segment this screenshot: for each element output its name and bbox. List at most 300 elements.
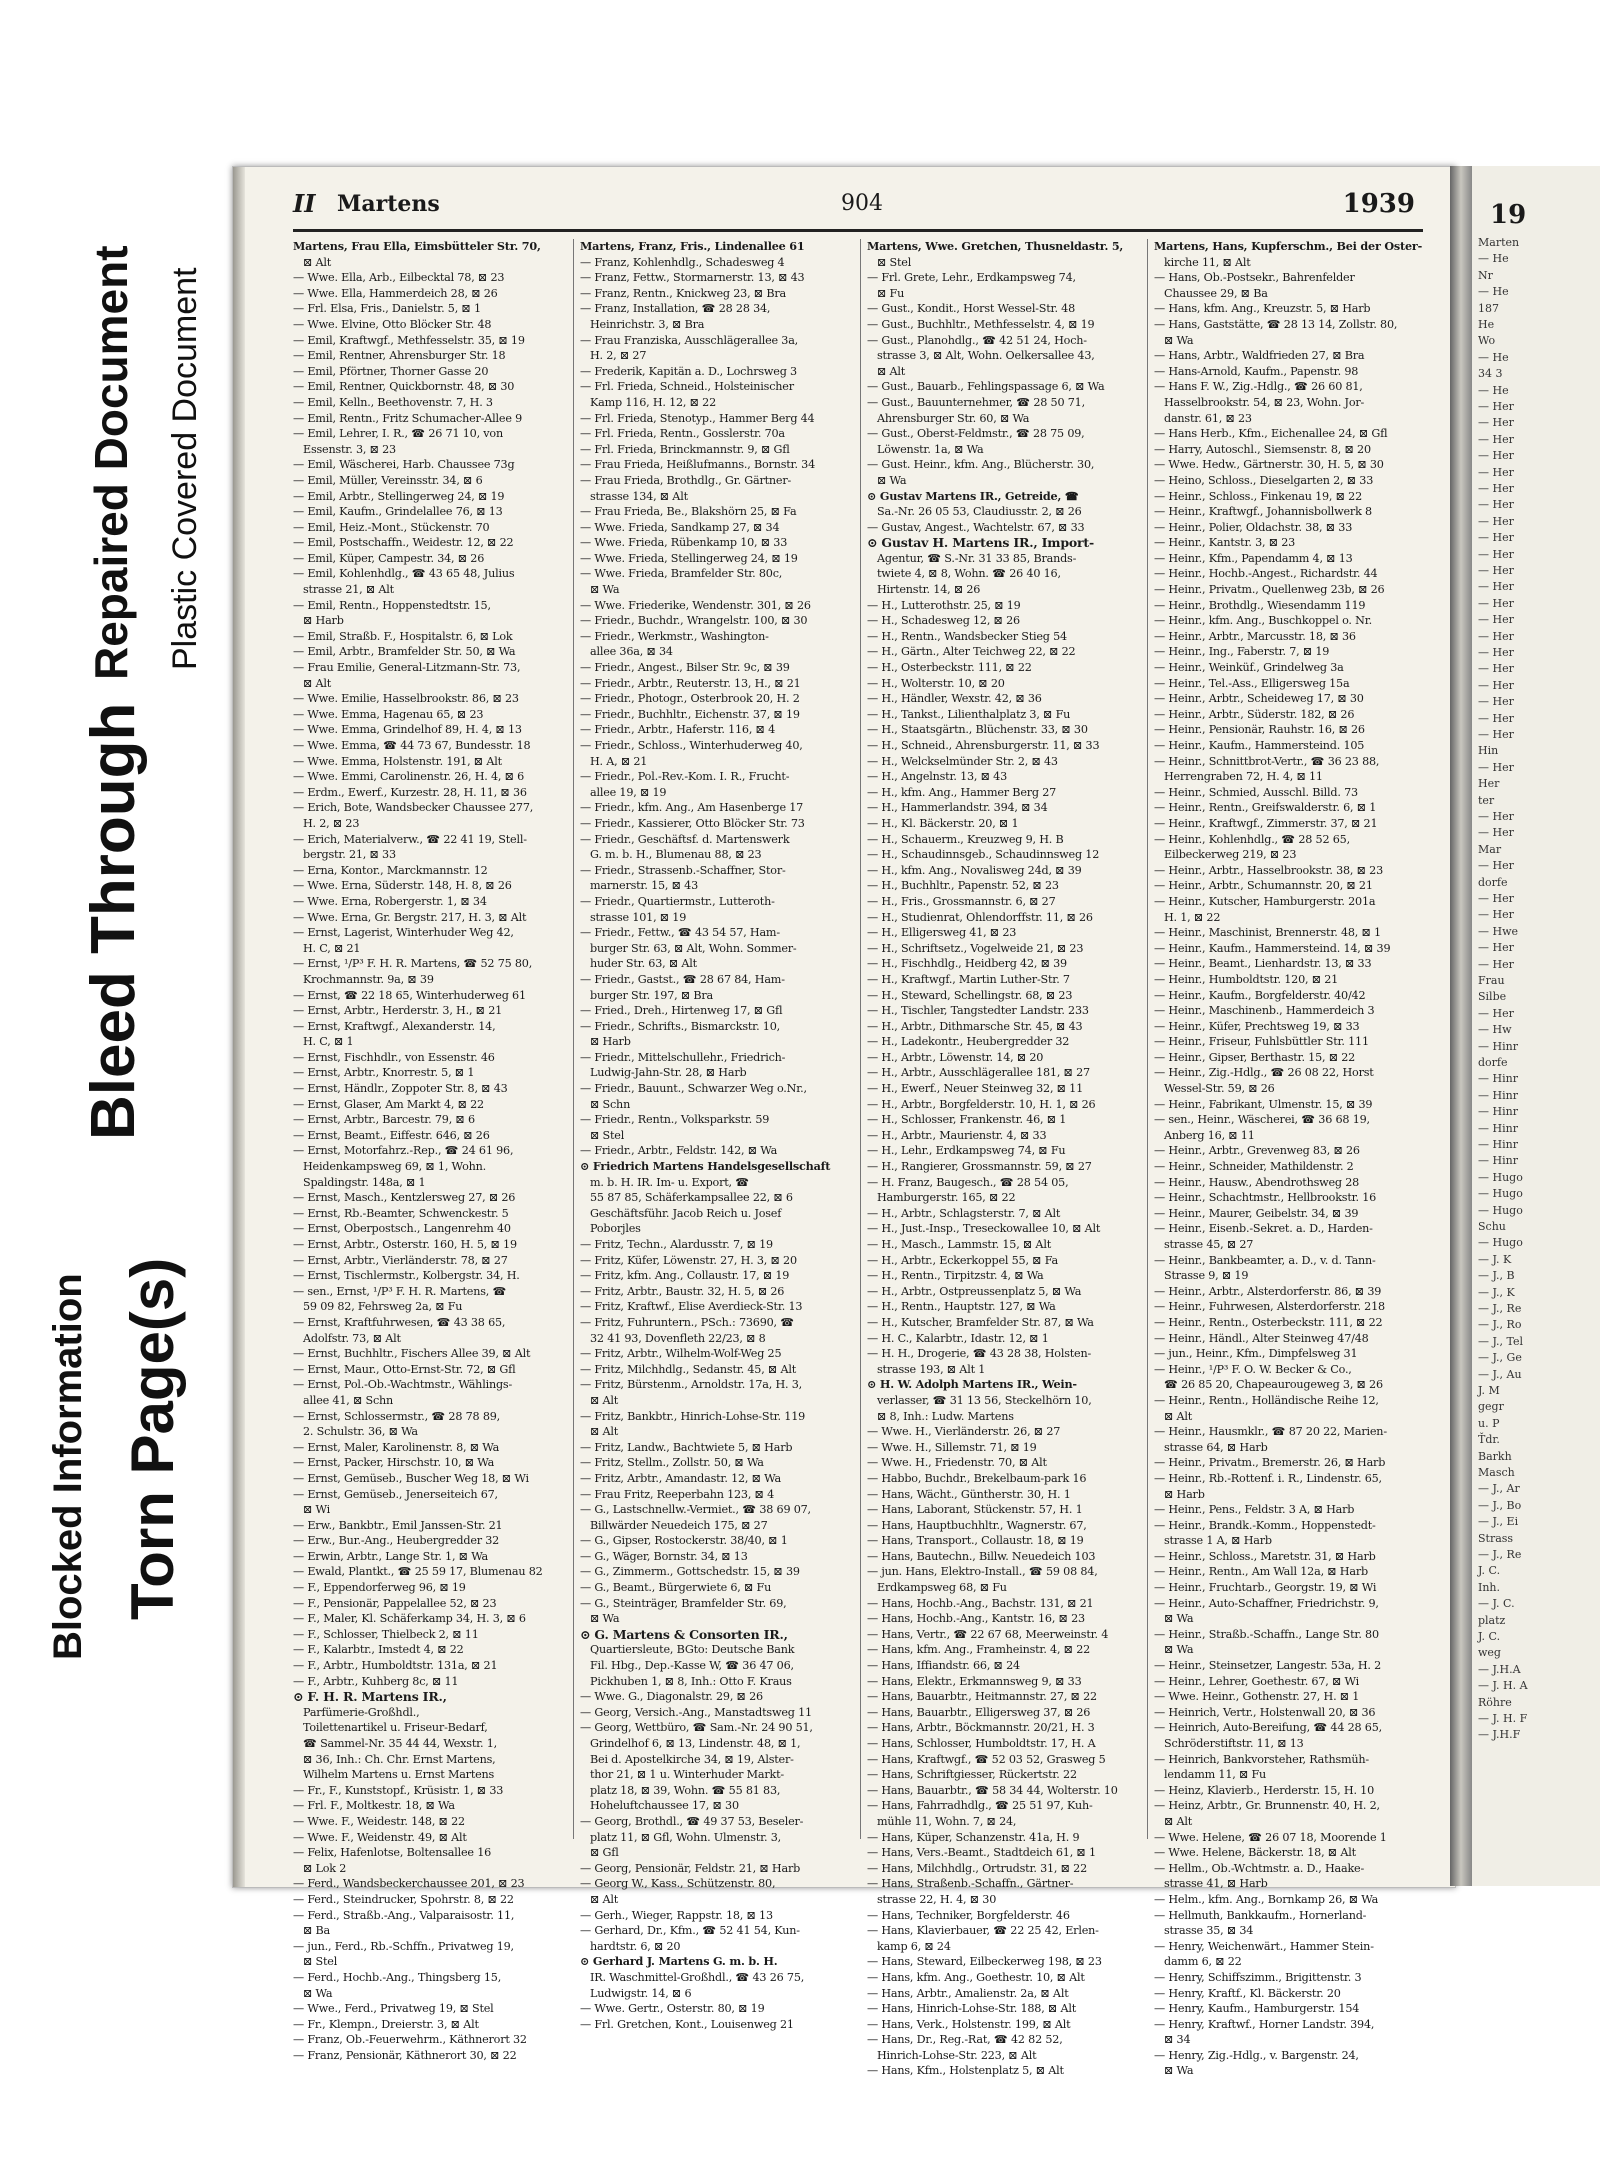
directory-entry: — Erich, Bote, Wandsbecker Chaussee 277, bbox=[293, 801, 534, 815]
directory-entry: — Heinr., Arbtr., Alsterdorferstr. 86, ⊠ 39 bbox=[1154, 1284, 1382, 1298]
directory-entry: strasse 193, ⊠ Alt 1 bbox=[877, 1362, 986, 1376]
directory-entry: — Heinr., Pensionär, Rauhstr. 16, ⊠ 26 bbox=[1154, 723, 1365, 737]
directory-entry: — Friedr., Arbtr., Haferstr. 116, ⊠ 4 bbox=[580, 723, 775, 737]
directory-entry: H. 2, ⊠ 23 bbox=[303, 816, 360, 830]
directory-entry: Fil. Hbg., Dep.-Kasse W, ☎ 36 47 06, bbox=[590, 1659, 794, 1673]
directory-entry: — Ernst, Arbtr., Knorrestr. 5, ⊠ 1 bbox=[293, 1066, 475, 1080]
directory-entry: — Heinr., Schmied, Ausschl. Billd. 73 bbox=[1154, 785, 1358, 799]
directory-entry: — Hans, Bauarbtr., ☎ 58 34 44, Wolterstr. 10 bbox=[867, 1783, 1118, 1797]
directory-entry: — Heinr., Hausw., Abendrothsweg 28 bbox=[1154, 1175, 1360, 1189]
directory-entry: — H., Arbtr., Schlagsterstr. 7, ⊠ Alt bbox=[867, 1206, 1061, 1220]
directory-entry: — Heinr., Rentn., Osterbeckstr. 111, ⊠ 22 bbox=[1154, 1315, 1383, 1329]
directory-entry: strasse 101, ⊠ 19 bbox=[590, 910, 687, 924]
directory-entry: — Hans, kfm. Ang., Kreuzstr. 5, ⊠ Harb bbox=[1154, 302, 1371, 316]
adjacent-page-stub: — He bbox=[1478, 350, 1509, 364]
directory-entry: — Wwe. Ella, Hammerdeich 28, ⊠ 26 bbox=[293, 286, 498, 300]
directory-entry: — Heinr., Steinsetzer, Langestr. 53a, H. 2 bbox=[1154, 1659, 1382, 1673]
directory-entry: — Heinr., Hausmklr., ☎ 87 20 22, Marien- bbox=[1154, 1425, 1387, 1439]
directory-entry: — jun., Heinr., Kfm., Dimpfelsweg 31 bbox=[1154, 1347, 1358, 1361]
directory-entry: — Wwe. Emilie, Hasselbrookstr. 86, ⊠ 23 bbox=[293, 692, 519, 706]
adjacent-page-stub: — Her bbox=[1478, 482, 1514, 495]
directory-entry: — Fr., F., Kunststopf., Krüsistr. 1, ⊠ 33 bbox=[293, 1783, 504, 1797]
adjacent-page-stub: — Her bbox=[1478, 760, 1514, 774]
directory-entry: ⊠ Harb bbox=[590, 1035, 631, 1049]
directory-entry: — Wwe. Heinr., Gothenstr. 27, H. ⊠ 1 bbox=[1154, 1690, 1360, 1704]
directory-entry: — Heinr., Brandk.-Komm., Hoppenstedt- bbox=[1154, 1518, 1376, 1532]
adjacent-page-stub: — Her bbox=[1478, 892, 1514, 905]
directory-entry: — H., Tischler, Tangstedter Landstr. 233 bbox=[867, 1004, 1089, 1018]
directory-entry: Hirtenstr. 14, ⊠ 26 bbox=[877, 583, 981, 597]
directory-entry: — Emil, Kohlenhdlg., ☎ 43 65 48, Julius bbox=[293, 567, 515, 581]
directory-entry: — Emil, Rentn., Hoppenstedtstr. 15, bbox=[293, 598, 491, 612]
directory-entry: — Hellm., Ob.-Wchtmstr. a. D., Haake- bbox=[1154, 1861, 1365, 1875]
directory-entry: — Friedr., Kassierer, Otto Blöcker Str. 73 bbox=[580, 816, 805, 830]
directory-entry: — H., Fischhdlg., Heidberg 42, ⊠ 39 bbox=[867, 957, 1067, 971]
directory-entry: — F., Maler, Kl. Schäferkamp 34, H. 3, ⊠ 6 bbox=[293, 1612, 526, 1626]
directory-entry: — Fritz, Kraftwf., Elise Averdieck-Str. 13 bbox=[580, 1300, 803, 1314]
adjacent-page-stub: — J., Au bbox=[1478, 1367, 1522, 1381]
directory-entry: — Wwe. Ella, Arb., Eilbecktal 78, ⊠ 23 bbox=[293, 271, 505, 285]
directory-entry: — Wwe. Frieda, Sandkamp 27, ⊠ 34 bbox=[580, 520, 780, 534]
adjacent-page-stub: — J., Re bbox=[1478, 1548, 1522, 1561]
directory-entry: H. A, ⊠ 21 bbox=[590, 754, 648, 768]
directory-entry: — Fritz, Techn., Alardusstr. 7, ⊠ 19 bbox=[580, 1238, 773, 1251]
directory-entry: H. C, ⊠ 1 bbox=[303, 1035, 354, 1049]
directory-entry: damm 6, ⊠ 22 bbox=[1164, 1955, 1242, 1969]
directory-entry: ⊙ Friedrich Martens Handelsgesellschaft bbox=[580, 1159, 831, 1174]
directory-entry: — Frl. Frieda, Stenotyp., Hammer Berg 44 bbox=[580, 411, 815, 425]
header-year: 1939 bbox=[1342, 189, 1415, 219]
directory-entry: — Heinr., Auto-Schaffner, Friedrichstr. 9, bbox=[1154, 1596, 1379, 1610]
directory-entry: — H., Schaudinnsgeb., Schaudinnsweg 12 bbox=[867, 848, 1100, 862]
directory-entry: — Friedr., Schrifts., Bismarckstr. 10, bbox=[580, 1019, 780, 1033]
directory-entry: ⊙ H. W. Adolph Martens IR., Wein- bbox=[867, 1377, 1077, 1392]
directory-entry: — Heinr., kfm. Ang., Buschkoppel o. Nr. bbox=[1154, 614, 1372, 628]
directory-entry: — H., Schriftsetz., Vogelweide 21, ⊠ 23 bbox=[867, 941, 1084, 955]
directory-entry: — H., kfm. Ang., Hammer Berg 27 bbox=[867, 785, 1057, 799]
directory-entry: — Franz, Ob.-Feuerwehrm., Käthnerort 32 bbox=[293, 2033, 527, 2047]
adjacent-page-stub: — Her bbox=[1478, 695, 1514, 709]
adjacent-page-stub: Frau bbox=[1478, 974, 1505, 987]
directory-entry: — Henry, Kraftf., Kl. Bäckerstr. 20 bbox=[1154, 1986, 1341, 2000]
directory-entry: Schröderstiftstr. 11, ⊠ 13 bbox=[1164, 1737, 1304, 1750]
directory-entry: — H., Arbtr., Borgfelderstr. 10, H. 1, ⊠ 26 bbox=[867, 1097, 1096, 1111]
directory-entry: — H., Welckselmünder Str. 2, ⊠ 43 bbox=[867, 754, 1058, 768]
directory-entry: — Heinr., Kaufm., Hammersteind. 105 bbox=[1154, 739, 1365, 752]
directory-column-2 bbox=[580, 239, 850, 2031]
directory-entry: — Heinr., Maurer, Geibelstr. 34, ⊠ 39 bbox=[1154, 1206, 1359, 1220]
directory-entry: Parfümerie-Großhdl., bbox=[303, 1705, 420, 1719]
directory-entry: — Fritz, Arbtr., Amandastr. 12, ⊠ Wa bbox=[580, 1471, 781, 1485]
directory-entry: — Ernst, Arbtr., Herderstr. 3, H., ⊠ 21 bbox=[293, 1004, 503, 1018]
directory-entry: — Fritz, Bürstenm., Arnoldstr. 17a, H. 3, bbox=[580, 1378, 802, 1392]
directory-entry: — Frederik, Kapitän a. D., Lochrsweg 3 bbox=[580, 364, 797, 378]
directory-entry: — Friedr., kfm. Ang., Am Hasenberge 17 bbox=[580, 801, 804, 815]
directory-entry: — Hans, Küper, Schanzenstr. 41a, H. 9 bbox=[867, 1830, 1080, 1844]
adjacent-page-stub: J. M bbox=[1478, 1384, 1500, 1397]
directory-entry: — Heinr., Privatm., Bremerstr. 26, ⊠ Harb bbox=[1154, 1456, 1386, 1470]
directory-page bbox=[232, 166, 1456, 2078]
directory-entry: — Emil, Heiz.-Mont., Stückenstr. 70 bbox=[293, 520, 490, 534]
directory-entry: — Wwe. Erna, Süderstr. 148, H. 8, ⊠ 26 bbox=[293, 879, 512, 893]
directory-entry: Sa.-Nr. 26 05 53, Claudiusstr. 2, ⊠ 26 bbox=[877, 505, 1082, 519]
directory-entry: — H., Rangierer, Grossmannstr. 59, ⊠ 27 bbox=[867, 1160, 1092, 1174]
directory-entry: — Wwe., Ferd., Privatweg 19, ⊠ Stel bbox=[293, 2002, 494, 2016]
adjacent-page-stub: — Her bbox=[1478, 580, 1514, 594]
adjacent-page-stub: — Her bbox=[1478, 810, 1514, 823]
directory-entry: — H. H., Drogerie, ☎ 43 28 38, Holsten- bbox=[867, 1347, 1092, 1361]
directory-entry: — H. Franz, Baugesch., ☎ 28 54 05, bbox=[867, 1175, 1069, 1189]
adjacent-page-stub: — He bbox=[1478, 285, 1509, 299]
directory-entry: — H., Kraftwgf., Martin Luther-Str. 7 bbox=[867, 972, 1070, 986]
directory-entry: strasse 21, ⊠ Alt bbox=[303, 583, 394, 597]
directory-entry: — Ferd., Steindrucker, Spohrstr. 8, ⊠ 22 bbox=[293, 1892, 514, 1906]
directory-entry: — Ferd., Wandsbeckerchaussee 201, ⊠ 23 bbox=[293, 1877, 525, 1891]
directory-entry: — Heino, Schloss., Dieselgarten 2, ⊠ 33 bbox=[1154, 473, 1374, 487]
directory-entry: — H., Schlosser, Frankenstr. 46, ⊠ 1 bbox=[867, 1113, 1067, 1127]
adjacent-page-stub: — J., Tel bbox=[1478, 1334, 1524, 1348]
directory-entry: — Frau Frieda, Be., Blakshörn 25, ⊠ Fa bbox=[580, 505, 797, 519]
directory-entry: — Gust., Kondit., Horst Wessel-Str. 48 bbox=[867, 302, 1076, 316]
directory-entry: — Hans, Elektr., Erkmannsweg 9, ⊠ 33 bbox=[867, 1674, 1082, 1688]
adjacent-page-stub: — Hinr bbox=[1478, 1138, 1518, 1151]
directory-entry: — H., Schneid., Ahrensburgerstr. 11, ⊠ 33 bbox=[867, 739, 1100, 752]
directory-entry: — Henry, Zig.-Hdlg., v. Bargenstr. 24, bbox=[1154, 2048, 1359, 2062]
directory-entry: — H., Fris., Grossmannstr. 6, ⊠ 27 bbox=[867, 894, 1056, 908]
directory-entry: G. m. b. H., Blumenau 88, ⊠ 23 bbox=[590, 848, 762, 862]
directory-entry: ⊠ Lok 2 bbox=[303, 1861, 347, 1875]
directory-entry: — Heinr., Arbtr., Grevenweg 83, ⊠ 26 bbox=[1154, 1144, 1360, 1158]
directory-entry: — Heinr., Friseur, Fuhlsbüttler Str. 111 bbox=[1154, 1035, 1369, 1049]
directory-entry: — Erw., Bankbtr., Emil Janssen-Str. 21 bbox=[293, 1518, 503, 1532]
adjacent-page-stub: — Hinr bbox=[1478, 1039, 1518, 1053]
directory-entry: — Georg, Pensionär, Feldstr. 21, ⊠ Harb bbox=[580, 1861, 801, 1875]
directory-entry: — Frl. Grete, Lehr., Erdkampsweg 74, bbox=[867, 271, 1076, 285]
directory-entry: — Erna, Kontor., Marckmannstr. 12 bbox=[293, 863, 488, 877]
directory-entry: — Emil, Kraftwgf., Methfesselstr. 35, ⊠ 19 bbox=[293, 333, 525, 347]
directory-entry: hardtstr. 6, ⊠ 20 bbox=[590, 1939, 681, 1953]
directory-entry: verlasser, ☎ 31 13 56, Steckelhörn 10, bbox=[877, 1393, 1092, 1407]
directory-entry: — F., Eppendorferweg 96, ⊠ 19 bbox=[293, 1581, 466, 1595]
directory-entry: — Heinr., Kaufm., Borgfelderstr. 40/42 bbox=[1154, 988, 1366, 1002]
directory-entry: — Wwe. G., Diagonalstr. 29, ⊠ 26 bbox=[580, 1690, 763, 1704]
directory-entry: — Ernst, Packer, Hirschstr. 10, ⊠ Wa bbox=[293, 1456, 495, 1470]
directory-entry: Spaldingstr. 148a, ⊠ 1 bbox=[303, 1175, 426, 1189]
directory-entry: — Ernst, Kraftwgf., Alexanderstr. 14, bbox=[293, 1019, 496, 1033]
directory-entry: Martens, Hans, Kupferschm., Bei der Oster- bbox=[1154, 239, 1423, 253]
directory-entry: — Hans, Milchhdlg., Ortrudstr. 31, ⊠ 22 bbox=[867, 1861, 1087, 1875]
adjacent-page-stub: — Her bbox=[1478, 498, 1514, 512]
directory-entry: — Hans, Bauarbtr., Heitmannstr. 27, ⊠ 22 bbox=[867, 1690, 1097, 1704]
directory-entry: — Wwe. Erna, Robergerstr. 1, ⊠ 34 bbox=[293, 894, 487, 908]
adjacent-page-stub: Mar bbox=[1478, 842, 1502, 856]
directory-entry: — H., Kl. Bäckerstr. 20, ⊠ 1 bbox=[867, 816, 1019, 830]
directory-entry: IR. Waschmittel-Großhdl., ☎ 43 26 75, bbox=[590, 1970, 805, 1984]
directory-entry: — Wwe. Elvine, Otto Blöcker Str. 48 bbox=[293, 317, 492, 331]
directory-entry: ⊙ F. H. R. Martens IR., bbox=[293, 1689, 447, 1705]
directory-entry: — Ernst, Arbtr., Vierländerstr. 78, ⊠ 27 bbox=[293, 1253, 508, 1267]
directory-entry: — Fried., Dreh., Hirtenweg 17, ⊠ Gfl bbox=[580, 1004, 783, 1018]
directory-column-1 bbox=[293, 239, 563, 2062]
directory-entry: — Georg, Wettbüro, ☎ Sam.-Nr. 24 90 51, bbox=[580, 1721, 813, 1735]
directory-entry: — Ernst, Fischhdlr., von Essenstr. 46 bbox=[293, 1050, 495, 1064]
directory-entry: — Heinz, Klavierb., Herderstr. 15, H. 10 bbox=[1154, 1783, 1374, 1797]
directory-entry: — Hans, Techniker, Borgfelderstr. 46 bbox=[867, 1908, 1070, 1922]
directory-entry: — H., Händler, Wexstr. 42, ⊠ 36 bbox=[867, 692, 1042, 706]
adjacent-page-stub: — J.H.F bbox=[1478, 1728, 1521, 1742]
directory-entry: — Henry, Kraftwf., Horner Landstr. 394, bbox=[1154, 2017, 1375, 2031]
directory-entry: — Heinr., Kutscher, Hamburgerstr. 201a bbox=[1154, 894, 1376, 908]
directory-entry: ⊠ Alt bbox=[303, 676, 332, 690]
directory-entry: — Fr., Klempn., Dreierstr. 3, ⊠ Alt bbox=[293, 2017, 479, 2031]
directory-entry: — Wwe. Emma, Hagenau 65, ⊠ 23 bbox=[293, 707, 484, 721]
directory-entry: — Ernst, Kraftfuhrwesen, ☎ 43 38 65, bbox=[293, 1315, 506, 1329]
adjacent-page-stub: — Her bbox=[1478, 547, 1514, 561]
directory-entry: — Hans, Dr., Reg.-Rat, ☎ 42 82 52, bbox=[867, 2033, 1063, 2047]
directory-entry: allee 41, ⊠ Schn bbox=[303, 1393, 394, 1407]
directory-entry: — Harry, Autoschl., Siemsenstr. 8, ⊠ 20 bbox=[1154, 442, 1371, 456]
directory-entry: — Ernst, Masch., Kentzlersweg 27, ⊠ 26 bbox=[293, 1191, 516, 1205]
directory-entry: — Georg, Versich.-Ang., Manstadtsweg 11 bbox=[580, 1705, 812, 1719]
adjacent-page-stub: — Her bbox=[1478, 1006, 1514, 1020]
directory-entry: — F., Pensionär, Pappelallee 52, ⊠ 23 bbox=[293, 1596, 497, 1610]
directory-entry: — Heinr., Rb.-Rottenf. i. R., Lindenstr. 65, bbox=[1154, 1471, 1382, 1485]
directory-entry: — Wwe. Hedw., Gärtnerstr. 30, H. 5, ⊠ 30 bbox=[1154, 458, 1384, 472]
directory-entry: — H., Rentn., Wandsbecker Stieg 54 bbox=[867, 629, 1067, 643]
directory-entry: ⊠ Wa bbox=[1164, 333, 1194, 347]
directory-entry: allee 36a, ⊠ 34 bbox=[590, 645, 673, 659]
directory-entry: ⊠ Stel bbox=[590, 1128, 625, 1142]
directory-entry: Quartiersleute, BGto: Deutsche Bank bbox=[590, 1643, 795, 1657]
directory-entry: — Ernst, Rb.-Beamter, Schwenckestr. 5 bbox=[293, 1206, 509, 1220]
directory-entry: allee 19, ⊠ 19 bbox=[590, 785, 667, 799]
directory-entry: ⊠ Stel bbox=[877, 255, 912, 269]
directory-entry: — Frau Frieda, Brothdlg., Gr. Gärtner- bbox=[580, 473, 792, 487]
directory-entry: — Ernst, Maur., Otto-Ernst-Str. 72, ⊠ Gfl bbox=[293, 1362, 516, 1376]
directory-entry: — Hans, Laborant, Stückenstr. 57, H. 1 bbox=[867, 1503, 1083, 1517]
directory-entry: kamp 6, ⊠ 24 bbox=[877, 1939, 951, 1953]
directory-entry: — H., Arbtr., Löwenstr. 14, ⊠ 20 bbox=[867, 1050, 1044, 1064]
directory-entry: ☎ Sammel-Nr. 35 44 44, Wexstr. 1, bbox=[303, 1737, 498, 1750]
adjacent-page-stub: — J. C. bbox=[1478, 1597, 1515, 1611]
directory-entry: — Heinr., Eisenb.-Sekret. a. D., Harden- bbox=[1154, 1222, 1373, 1236]
directory-entry: — Hans, Kfm., Holstenplatz 5, ⊠ Alt bbox=[867, 2064, 1064, 2078]
directory-entry: — Heinr., Schnittbrot-Vertr., ☎ 36 23 88, bbox=[1154, 754, 1380, 768]
directory-entry: Strasse 9, ⊠ 19 bbox=[1164, 1269, 1249, 1283]
directory-entry: — Heinr., Rentn., Greifswalderstr. 6, ⊠ 1 bbox=[1154, 801, 1377, 815]
directory-entry: thor 21, ⊠ 1 u. Winterhuder Markt- bbox=[590, 1768, 784, 1782]
directory-entry: — Wwe. Gertr., Osterstr. 80, ⊠ 19 bbox=[580, 2002, 765, 2016]
directory-entry: — Heinr., Beamt., Lienhardstr. 13, ⊠ 33 bbox=[1154, 957, 1372, 971]
directory-entry: — Ernst, Gemüseb., Buscher Weg 18, ⊠ Wi bbox=[293, 1471, 529, 1485]
adjacent-page-stub: Masch bbox=[1478, 1466, 1515, 1479]
directory-entry: mühle 11, Wohn. 7, ⊠ 24, bbox=[877, 1814, 1017, 1828]
adjacent-page-stub: — J. H. A bbox=[1478, 1679, 1528, 1693]
plastic-covered-label: Plastic Covered Document bbox=[166, 267, 204, 670]
directory-entry: — Hans, Schlosser, Humboldtstr. 17, H. A bbox=[867, 1737, 1096, 1750]
directory-entry: ⊠ Schn bbox=[590, 1097, 631, 1111]
directory-entry: — Ernst, Lagerist, Winterhuder Weg 42, bbox=[293, 926, 514, 940]
adjacent-page-stub: Nr bbox=[1478, 268, 1493, 282]
directory-entry: ⊙ Gustav H. Martens IR., Import- bbox=[867, 535, 1094, 551]
directory-entry: — H., Osterbeckstr. 111, ⊠ 22 bbox=[867, 661, 1032, 675]
directory-entry: — Heinr., Brothdlg., Wiesendamm 119 bbox=[1154, 598, 1366, 612]
directory-entry: — Emil, Postschaffn., Weidestr. 12, ⊠ 22 bbox=[293, 536, 514, 550]
directory-entry: — Friedr., Werkmstr., Washington- bbox=[580, 629, 769, 643]
directory-entry: Heidenkampsweg 69, ⊠ 1, Wohn. bbox=[303, 1160, 486, 1174]
directory-entry: — Hans, Iffiandstr. 66, ⊠ 24 bbox=[867, 1659, 1020, 1673]
directory-entry: — G., Gipser, Rostockerstr. 38/40, ⊠ 1 bbox=[580, 1534, 788, 1548]
directory-entry: — Gustav, Angest., Wachtelstr. 67, ⊠ 33 bbox=[867, 520, 1085, 534]
directory-entry: — Franz, Pensionär, Käthnerort 30, ⊠ 22 bbox=[293, 2048, 517, 2062]
directory-entry: — Fritz, Fuhruntern., PSch.: 73690, ☎ bbox=[580, 1315, 794, 1329]
directory-entry: — Wwe. Emma, Holstenstr. 191, ⊠ Alt bbox=[293, 754, 502, 768]
directory-entry: ⊠ Alt bbox=[590, 1393, 619, 1407]
directory-entry: — Emil, Kelln., Beethovenstr. 7, H. 3 bbox=[293, 395, 493, 409]
directory-entry: — Hans, kfm. Ang., Goethestr. 10, ⊠ Alt bbox=[867, 1970, 1085, 1984]
directory-entry: — Ernst, Oberpostsch., Langenrehm 40 bbox=[293, 1222, 511, 1236]
directory-entry: — Heinr., Kaufm., Hammersteind. 14, ⊠ 39 bbox=[1154, 941, 1391, 955]
directory-entry: — Heinr., Arbtr., Süderstr. 182, ⊠ 26 bbox=[1154, 707, 1355, 721]
directory-entry: — Emil, Pförtner, Thorner Gasse 20 bbox=[293, 364, 489, 378]
adjacent-page-stub: — Hinr bbox=[1478, 1105, 1518, 1119]
directory-entry: Eilbeckerweg 219, ⊠ 23 bbox=[1164, 848, 1297, 862]
directory-entry: ⊠ Alt bbox=[590, 1892, 619, 1906]
adjacent-page-stub: He bbox=[1478, 318, 1495, 331]
directory-entry: Wessel-Str. 59, ⊠ 26 bbox=[1164, 1082, 1275, 1096]
directory-entry: — Habbo, Buchdr., Brekelbaum-park 16 bbox=[867, 1471, 1087, 1485]
directory-entry: — Gust. Heinr., kfm. Ang., Blücherstr. 30, bbox=[867, 458, 1095, 472]
directory-entry: strasse 134, ⊠ Alt bbox=[590, 489, 688, 503]
adjacent-page-stub: — J. K bbox=[1478, 1252, 1512, 1266]
adjacent-page-stub: Schu bbox=[1478, 1220, 1506, 1233]
adjacent-page-stub: gegr bbox=[1478, 1400, 1504, 1414]
adjacent-page-stub: — Hinr bbox=[1478, 1088, 1518, 1102]
directory-entry: ☎ 26 85 20, Chapeaurougeweg 3, ⊠ 26 bbox=[1164, 1378, 1383, 1392]
adjacent-page-stub: — Hugo bbox=[1478, 1236, 1523, 1250]
directory-entry: — Heinr., Fruchtarb., Georgstr. 19, ⊠ Wi bbox=[1154, 1581, 1377, 1595]
directory-entry: — H., Staatsgärtn., Blüchenstr. 33, ⊠ 30 bbox=[867, 723, 1088, 737]
directory-entry: — Friedr., Pol.-Rev.-Kom. I. R., Frucht- bbox=[580, 770, 790, 784]
directory-entry: ⊠ 8, Inh.: Ludw. Martens bbox=[877, 1409, 1014, 1423]
directory-entry: — Hans, Hochb.-Ang., Bachstr. 131, ⊠ 21 bbox=[867, 1596, 1094, 1610]
directory-entry: Martens, Frau Ella, Eimsbütteler Str. 70, bbox=[293, 239, 541, 253]
column-divider bbox=[860, 239, 861, 1839]
adjacent-page-stub: — Her bbox=[1478, 449, 1514, 463]
directory-entry: — Fritz, Arbtr., Wilhelm-Wolf-Weg 25 bbox=[580, 1347, 782, 1361]
directory-entry: — Friedr., Arbtr., Feldstr. 142, ⊠ Wa bbox=[580, 1144, 778, 1158]
directory-entry: — Gerh., Wieger, Rappstr. 18, ⊠ 13 bbox=[580, 1908, 773, 1922]
adjacent-page-stub: — Her bbox=[1478, 400, 1514, 413]
directory-entry: — Fritz, kfm. Ang., Collaustr. 17, ⊠ 19 bbox=[580, 1269, 790, 1283]
directory-entry: — Heinr., Straßb.-Schaffn., Lange Str. 80 bbox=[1154, 1627, 1379, 1641]
directory-entry: — Franz, Installation, ☎ 28 28 34, bbox=[580, 302, 771, 316]
directory-entry: — H., Studienrat, Ohlendorffstr. 11, ⊠ 26 bbox=[867, 910, 1093, 924]
directory-entry: — Frl. Frieda, Brinckmannstr. 9, ⊠ Gfl bbox=[580, 442, 790, 456]
directory-entry: — Friedr., Quartiermstr., Lutteroth- bbox=[580, 894, 775, 908]
page-header bbox=[293, 187, 1443, 227]
directory-entry: — H., Arbtr., Dithmarsche Str. 45, ⊠ 43 bbox=[867, 1019, 1083, 1033]
directory-entry: ⊠ Ba bbox=[303, 1924, 331, 1938]
directory-entry: — Hans, Hochb.-Ang., Kantstr. 16, ⊠ 23 bbox=[867, 1612, 1085, 1626]
directory-entry: — Heinr., Schloss., Finkenau 19, ⊠ 22 bbox=[1154, 489, 1362, 503]
directory-entry: — Friedr., Buchhltr., Eichenstr. 37, ⊠ 19 bbox=[580, 707, 800, 721]
directory-entry: — Franz, Fettw., Stormarnerstr. 13, ⊠ 43 bbox=[580, 271, 805, 285]
adjacent-page-stub: Her bbox=[1478, 777, 1500, 791]
adjacent-page-stub: — Her bbox=[1478, 416, 1514, 430]
directory-entry: strasse 64, ⊠ Harb bbox=[1164, 1440, 1268, 1454]
directory-entry: — Hans, Bautechn., Billw. Neuedeich 103 bbox=[867, 1549, 1096, 1563]
directory-entry: burger Str. 63, ⊠ Alt, Wohn. Sommer- bbox=[590, 941, 797, 955]
adjacent-page-stub: — Her bbox=[1478, 629, 1514, 643]
directory-entry: — F., Kalarbtr., Imstedt 4, ⊠ 22 bbox=[293, 1643, 464, 1657]
header-surname: Martens bbox=[337, 191, 440, 217]
directory-entry: — Fritz, Arbtr., Baustr. 32, H. 5, ⊠ 26 bbox=[580, 1284, 785, 1298]
directory-entry: — F., Arbtr., Kuhberg 8c, ⊠ 11 bbox=[293, 1674, 459, 1688]
adjacent-page-stub: — Her bbox=[1478, 941, 1514, 955]
directory-entry: — H., Arbtr., Ostpreussenplatz 5, ⊠ Wa bbox=[867, 1284, 1082, 1298]
directory-entry: — Hellmuth, Bankkaufm., Hornerland- bbox=[1154, 1908, 1367, 1922]
directory-entry: — G., Steinträger, Bramfelder Str. 69, bbox=[580, 1596, 787, 1610]
blocked-information-label: Blocked Information bbox=[46, 1273, 90, 1660]
directory-entry: ⊠ Alt bbox=[1164, 1814, 1193, 1828]
directory-entry: — Wwe. Frieda, Stellingerweg 24, ⊠ 19 bbox=[580, 551, 798, 565]
directory-entry: — Friedr., Photogr., Osterbrook 20, H. 2 bbox=[580, 692, 800, 706]
directory-entry: — Frl. Elsa, Fris., Danielstr. 5, ⊠ 1 bbox=[293, 302, 481, 316]
directory-entry: — Heinrich, Vertr., Holstenwall 20, ⊠ 36 bbox=[1154, 1705, 1376, 1719]
directory-entry: — Emil, Arbtr., Stellingerweg 24, ⊠ 19 bbox=[293, 489, 505, 503]
directory-entry: — Heinr., Tel.-Ass., Elligersweg 15a bbox=[1154, 676, 1350, 690]
directory-entry: — H., Tankst., Lilienthalplatz 3, ⊠ Fu bbox=[867, 707, 1071, 721]
directory-entry: danstr. 61, ⊠ 23 bbox=[1164, 411, 1252, 425]
adjacent-page-stub: — J., Re bbox=[1478, 1302, 1522, 1315]
volume-number: II bbox=[293, 189, 316, 218]
directory-entry: Martens, Wwe. Gretchen, Thusneldastr. 5, bbox=[867, 239, 1124, 253]
adjacent-page-stub: platz bbox=[1478, 1613, 1506, 1627]
directory-entry: ⊙ Gerhard J. Martens G. m. b. H. bbox=[580, 1954, 778, 1969]
directory-entry: ⊠ Fu bbox=[877, 286, 905, 300]
directory-entry: — Gust., Buchhltr., Methfesselstr. 4, ⊠ 19 bbox=[867, 317, 1095, 331]
directory-entry: — Friedr., Rentn., Volksparkstr. 59 bbox=[580, 1113, 770, 1127]
directory-entry: — Heinr., Fuhrwesen, Alsterdorferstr. 218 bbox=[1154, 1300, 1385, 1314]
directory-entry: — G., Wäger, Bornstr. 34, ⊠ 13 bbox=[580, 1549, 748, 1563]
adjacent-page-stub: — Hinr bbox=[1478, 1072, 1518, 1086]
directory-column-4 bbox=[1154, 239, 1424, 2078]
adjacent-page-stub: — Her bbox=[1478, 908, 1514, 922]
directory-entry: — H., Lehr., Erdkampsweg 74, ⊠ Fu bbox=[867, 1144, 1066, 1158]
directory-entry: Agentur, ☎ S.-Nr. 31 33 85, Brands- bbox=[877, 551, 1077, 565]
directory-entry: ⊠ Wa bbox=[303, 1986, 333, 2000]
adjacent-page-stub: dorfe bbox=[1478, 875, 1508, 889]
adjacent-page-stub: — J., Ar bbox=[1478, 1482, 1520, 1496]
adjacent-page-stub: — J., Ei bbox=[1478, 1515, 1519, 1529]
directory-entry: — Frl. F., Moltkestr. 18, ⊠ Wa bbox=[293, 1799, 455, 1813]
directory-entry: — Franz, Rentn., Knickweg 23, ⊠ Bra bbox=[580, 286, 786, 300]
directory-entry: ⊠ Wa bbox=[877, 473, 907, 487]
adjacent-page-stub: Strass bbox=[1478, 1531, 1514, 1545]
directory-entry: Toilettenartikel u. Friseur-Bedarf, bbox=[303, 1721, 488, 1735]
directory-entry: lendamm 11, ⊠ Fu bbox=[1164, 1768, 1267, 1782]
header-rule bbox=[293, 229, 1423, 232]
directory-entry: — Fritz, Milchhdlg., Sedanstr. 45, ⊠ Alt bbox=[580, 1362, 797, 1376]
directory-entry: burger Str. 197, ⊠ Bra bbox=[590, 988, 714, 1002]
directory-entry: — H., Kutscher, Bramfelder Str. 87, ⊠ Wa bbox=[867, 1315, 1094, 1329]
directory-entry: H. C, ⊠ 21 bbox=[303, 941, 361, 955]
directory-entry: — H., Wolterstr. 10, ⊠ 20 bbox=[867, 676, 1005, 690]
directory-entry: — Friedr., Gastst., ☎ 28 67 84, Ham- bbox=[580, 972, 785, 986]
directory-entry: — Heinr., Maschinist, Brennerstr. 48, ⊠ 1 bbox=[1154, 926, 1381, 940]
directory-entry: m. b. H. IR. Im- u. Export, ☎ bbox=[590, 1175, 749, 1189]
